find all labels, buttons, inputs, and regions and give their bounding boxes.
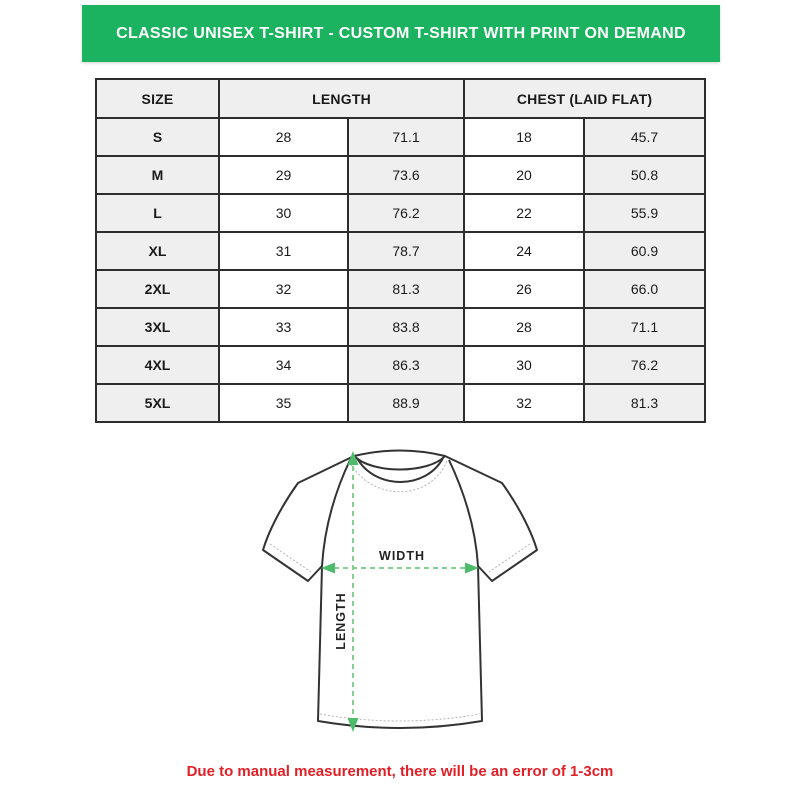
- size-cell: 4XL: [96, 346, 219, 384]
- size-cell: S: [96, 118, 219, 156]
- length-in-cell: 29: [219, 156, 348, 194]
- size-cell: XL: [96, 232, 219, 270]
- col-header-chest: CHEST (LAID FLAT): [464, 79, 705, 118]
- chest-in-cell: 20: [464, 156, 584, 194]
- chest-cm-cell: 60.9: [584, 232, 705, 270]
- chest-cm-cell: 55.9: [584, 194, 705, 232]
- chest-in-cell: 26: [464, 270, 584, 308]
- table-header-row: [96, 79, 705, 118]
- length-cm-cell: 86.3: [348, 346, 464, 384]
- length-cm-cell: 73.6: [348, 156, 464, 194]
- chest-cm-cell: 50.8: [584, 156, 705, 194]
- size-cell: 3XL: [96, 308, 219, 346]
- chest-cm-cell: 45.7: [584, 118, 705, 156]
- tshirt-measurement-diagram: [250, 438, 550, 743]
- table-row: [96, 270, 705, 308]
- length-cm-cell: 81.3: [348, 270, 464, 308]
- chest-cm-cell: 66.0: [584, 270, 705, 308]
- length-in-cell: 35: [219, 384, 348, 422]
- table-row: [96, 346, 705, 384]
- length-in-cell: 30: [219, 194, 348, 232]
- col-header-length: LENGTH: [219, 79, 464, 118]
- chest-cm-cell: 81.3: [584, 384, 705, 422]
- tshirt-outline: [263, 451, 537, 729]
- length-in-cell: 32: [219, 270, 348, 308]
- table-row: [96, 308, 705, 346]
- table-row: [96, 232, 705, 270]
- length-in-cell: 31: [219, 232, 348, 270]
- size-cell: L: [96, 194, 219, 232]
- size-cell: 2XL: [96, 270, 219, 308]
- size-table: [95, 78, 706, 423]
- length-label: LENGTH: [334, 592, 348, 650]
- chest-in-cell: 30: [464, 346, 584, 384]
- size-cell: M: [96, 156, 219, 194]
- page-title: CLASSIC UNISEX T-SHIRT - CUSTOM T-SHIRT WITH PRINT ON DEMAND: [116, 24, 686, 42]
- chest-in-cell: 24: [464, 232, 584, 270]
- length-cm-cell: 71.1: [348, 118, 464, 156]
- width-label: WIDTH: [379, 549, 425, 563]
- chest-cm-cell: 76.2: [584, 346, 705, 384]
- length-cm-cell: 88.9: [348, 384, 464, 422]
- chest-in-cell: 22: [464, 194, 584, 232]
- table-row: [96, 118, 705, 156]
- col-header-size: SIZE: [96, 79, 219, 118]
- table-row: [96, 194, 705, 232]
- length-in-cell: 34: [219, 346, 348, 384]
- chest-in-cell: 18: [464, 118, 584, 156]
- chest-cm-cell: 71.1: [584, 308, 705, 346]
- table-row: [96, 384, 705, 422]
- table-row: [96, 156, 705, 194]
- length-cm-cell: 78.7: [348, 232, 464, 270]
- length-in-cell: 33: [219, 308, 348, 346]
- length-cm-cell: 76.2: [348, 194, 464, 232]
- measurement-note: Due to manual measurement, there will be an error of 1-3cm: [186, 763, 614, 780]
- length-in-cell: 28: [219, 118, 348, 156]
- chest-in-cell: 32: [464, 384, 584, 422]
- chest-in-cell: 28: [464, 308, 584, 346]
- title-banner: [82, 5, 720, 62]
- length-cm-cell: 83.8: [348, 308, 464, 346]
- size-cell: 5XL: [96, 384, 219, 422]
